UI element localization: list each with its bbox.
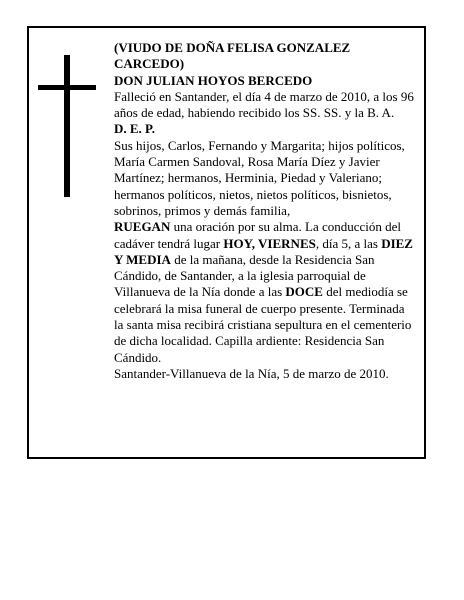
diez-y-media: DIEZ Y MEDIA [114, 235, 413, 267]
hoy-viernes: HOY, VIERNES [223, 235, 316, 251]
route-text: de la mañana, desde la Residencia San Cándido, de Santander, a la iglesia parroquial de Villanueva de la Nía donde a las [114, 251, 375, 300]
mass-text: del mediodía se celebrará la misa funeral de cuerpo presente. Terminada la santa misa recibirá cristiana sepultura en el cementerio de dicha localidad. Capilla ardiente: Residencia San Cándido. [114, 284, 412, 365]
cross-vertical-bar [64, 55, 70, 197]
mourners-list: Sus hijos, Carlos, Fernando y Margarita; hijos políticos, María Carmen Sandoval, Rosa María Díez y Javier Martínez; hermanos, Herminia, Piedad y Valeriano; hermanos políticos, nietos, nietos políticos, bisnietos, sobrinos, primos y demás familia, [114, 137, 405, 218]
dep-line: D. E. P. [114, 121, 156, 137]
doce-word: DOCE [285, 284, 323, 300]
cross-icon [38, 55, 96, 197]
day-text: , día 5, a las [315, 235, 382, 251]
ruegan-word: RUEGAN [114, 219, 171, 235]
death-statement: Falleció en Santander, el día 4 de marzo de 2010, a los 96 años de edad, habiendo recibido los SS. SS. y la B. A. [114, 88, 414, 121]
funeral-details [114, 219, 417, 366]
signoff-line: Santander-Villanueva de la Nía, 5 de marzo de 2010. [114, 365, 389, 381]
deceased-name: DON JULIAN HOYOS BERCEDO [114, 72, 313, 88]
widower-line: (VIUDO DE DOÑA FELISA GONZALEZ CARCEDO) [114, 40, 351, 72]
obituary-text [114, 40, 417, 382]
cross-horizontal-bar [38, 85, 96, 90]
prayer-request-text: una oración por su alma. La conducción del cadáver tendrá lugar [114, 219, 402, 251]
